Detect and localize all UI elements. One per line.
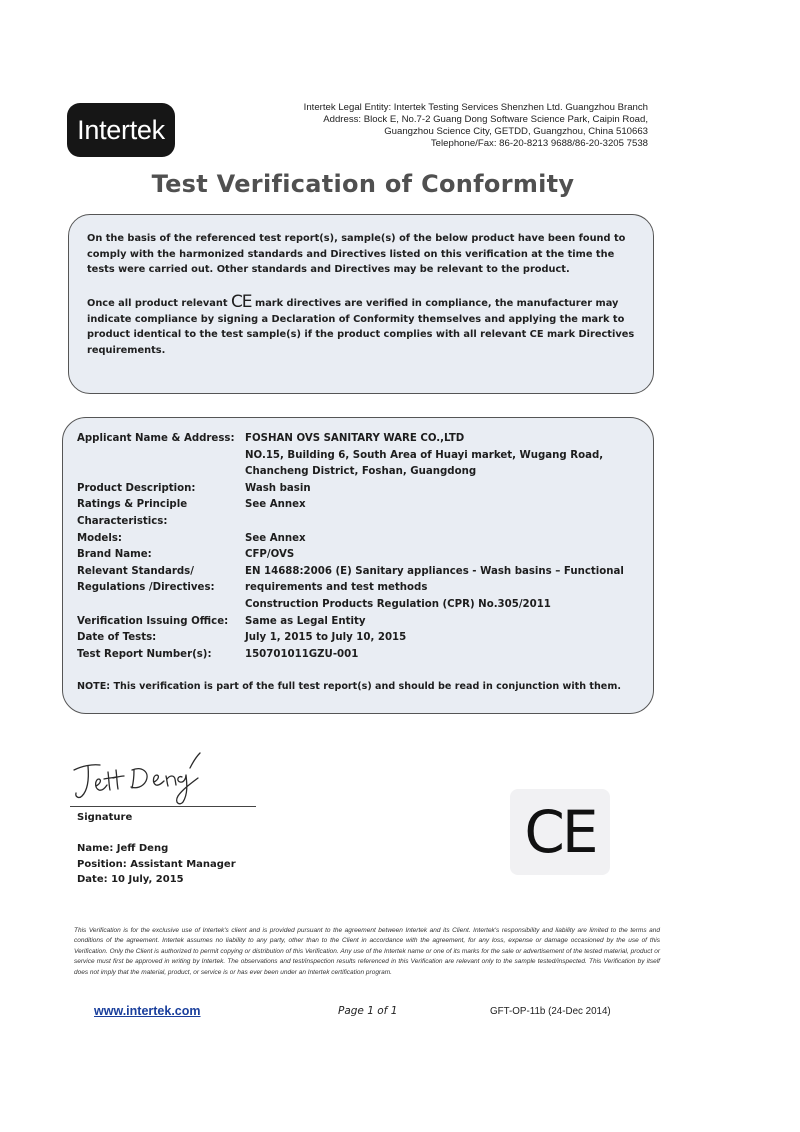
ce-mark-icon: CE — [510, 789, 610, 875]
detail-row — [77, 448, 637, 465]
intertek-logo: Intertek — [67, 103, 175, 157]
detail-row — [77, 597, 637, 614]
legal-entity-block — [304, 102, 648, 150]
address-line: Guangzhou Science City, GETDD, Guangzhou, China 510663 — [384, 126, 648, 137]
details-box — [62, 417, 654, 714]
detail-row — [77, 464, 637, 481]
page-number: Page 1 of 1 — [338, 1005, 398, 1017]
handwritten-signature — [70, 748, 210, 806]
row-value: Construction Products Regulation (CPR) No.305/2011 — [245, 598, 551, 610]
signature-label: Signature — [77, 812, 133, 823]
row-value: 150701011GZU-001 — [245, 648, 359, 660]
signer-name: Name: Jeff Deng — [77, 843, 169, 854]
form-code: GFT-OP-11b (24-Dec 2014) — [490, 1006, 611, 1017]
row-value: See Annex — [245, 499, 306, 511]
legal-entity-line: Intertek Legal Entity: Intertek Testing Services Shenzhen Ltd. Guangzhou Branch — [303, 102, 648, 113]
row-label: Product Description: — [77, 482, 196, 494]
telephone-fax-line: Telephone/Fax: 86-20-8213 9688/86-20-3205 7538 — [430, 138, 648, 149]
intro-paragraph: On the basis of the referenced test report(s), sample(s) of the below product have been found to comply with the harmonized standards and Directives listed on this verification at the time the tests were carried out. Other standards and Directives may be relevant to the product. — [87, 233, 626, 275]
ce-paragraph — [87, 292, 635, 358]
ce-mark-icon: CE — [230, 292, 252, 312]
detail-row — [77, 614, 637, 631]
signer-details — [77, 841, 236, 888]
row-label: Applicant Name & Address: — [77, 433, 235, 444]
detail-row — [77, 497, 637, 514]
row-value: Same as Legal Entity — [245, 615, 366, 627]
row-label: Verification Issuing Office: — [77, 615, 229, 627]
signature-line — [70, 806, 256, 807]
detail-row — [77, 580, 637, 597]
row-value: Chancheng District, Foshan, Guangdong — [245, 466, 477, 478]
website-link[interactable]: www.intertek.com — [94, 1004, 201, 1018]
detail-row — [77, 647, 637, 664]
detail-row — [77, 481, 637, 498]
document-title: Test Verification of Conformity — [151, 170, 575, 198]
detail-row — [77, 514, 637, 531]
signer-position: Position: Assistant Manager — [77, 858, 236, 870]
row-value: NO.15, Building 6, South Area of Huayi market, Wugang Road, — [245, 449, 604, 461]
address-line: Address: Block E, No.7-2 Guang Dong Software Science Park, Caipin Road, — [323, 114, 648, 125]
legal-disclaimer: This Verification is for the exclusive use of Intertek's client and is provided pursuant to the agreement between Intertek and its Client. Intertek's responsibility and liability are limited to the terms and conditions of the agreement. Intertek assumes no liability to any party, other than to the Client in accordance with the agreement, for any loss, expense or damage occasioned by the use of this Verification. Only the Client is authorized to permit copying or distribution of this Verification. Any use of the Intertek name or one of its marks for the sale or advertisement of the tested material, product or service must first be approved in writing by Intertek. The observations and test/inspection results referenced in this Verification are relevant only to the sample tested/inspected. This Verification by itself does not imply that the material, product, or service is or has ever been under an Intertek certification program. — [74, 927, 660, 976]
row-label: Characteristics: — [77, 515, 168, 527]
row-value: EN 14688:2006 (E) Sanitary appliances - Wash basins – Functional — [245, 565, 624, 577]
details-table — [77, 431, 637, 663]
row-label: Brand Name: — [77, 549, 152, 561]
row-value: Wash basin — [245, 482, 311, 494]
row-label: Relevant Standards/ — [77, 565, 194, 577]
row-value: FOSHAN OVS SANITARY WARE CO.,LTD — [245, 433, 465, 444]
verification-note: NOTE: This verification is part of the full test report(s) and should be read in conjunction with them. — [77, 681, 621, 692]
row-value: requirements and test methods — [245, 582, 428, 594]
row-label: Date of Tests: — [77, 632, 157, 644]
row-label: Regulations /Directives: — [77, 582, 215, 594]
intro-box — [68, 214, 654, 394]
detail-row — [77, 630, 637, 647]
row-label: Test Report Number(s): — [77, 648, 212, 660]
ce-text-after: mark directives are verified in compliance, the manufacturer may indicate compliance by signing a Declaration of Conformity themselves and applying the mark to product identical to the test sample(s) if the product complies with all relevant CE mark Directives requirements. — [87, 298, 635, 356]
row-label: Models: — [77, 532, 122, 544]
row-value: See Annex — [245, 532, 306, 544]
row-value: July 1, 2015 to July 10, 2015 — [245, 632, 407, 644]
detail-row — [77, 431, 637, 448]
detail-row — [77, 531, 637, 548]
detail-row — [77, 547, 637, 564]
row-label: Ratings & Principle — [77, 499, 188, 511]
detail-row — [77, 564, 637, 581]
row-value: CFP/OVS — [245, 549, 295, 561]
ce-text-before: Once all product relevant — [87, 298, 228, 309]
signature-date: Date: 10 July, 2015 — [77, 874, 184, 885]
